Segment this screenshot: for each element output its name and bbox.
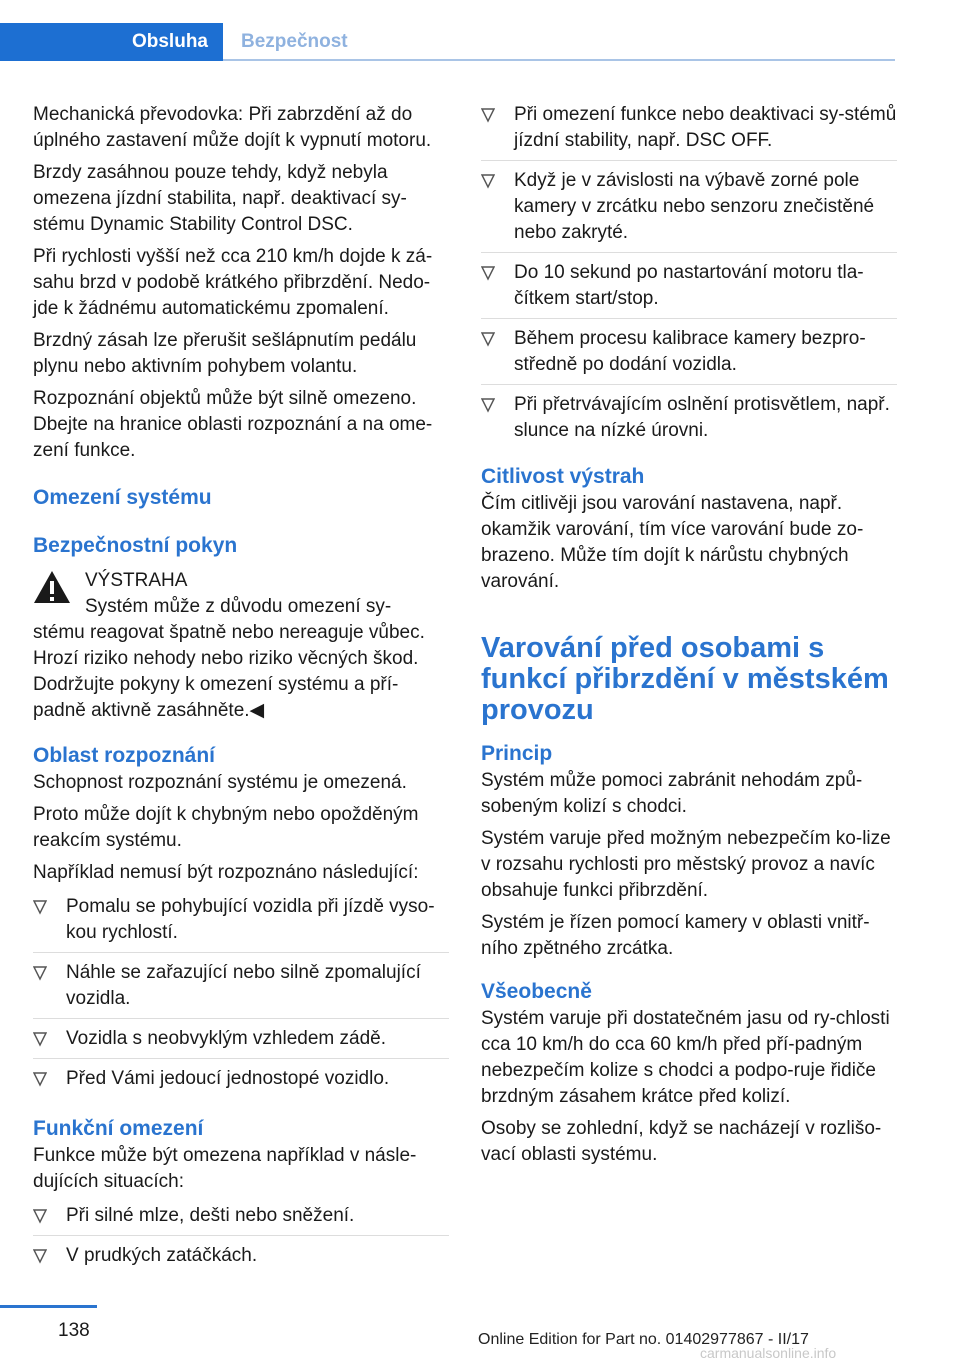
- subheading-vseobecne: Všeobecně: [481, 980, 592, 1003]
- paragraph: Systém je řízen pomocí kamery v oblasti vnitř‐ního zpětného zrcátka.: [481, 912, 870, 959]
- triangle-bullet-icon: [33, 965, 47, 981]
- bullet-list: [33, 1203, 449, 1276]
- list-item: Náhle se zařazující nebo silně zpomalující vozidla.: [33, 960, 449, 1019]
- triangle-bullet-icon: [33, 1248, 47, 1264]
- subheading-bezpecnostni-pokyn: Bezpečnostní pokyn: [33, 534, 238, 557]
- footer-accent-line: [0, 1305, 97, 1308]
- list-item: Při silné mlze, dešti nebo sněžení.: [33, 1203, 449, 1236]
- paragraph: Systém varuje při dostatečném jasu od ry‐chlosti cca 10 km/h do cca 60 km/h před pří‐padným nebezpečím kolize s chodci a podpo‐ruje řidiče brzdným zásahem krátce před kolizí.: [481, 1008, 890, 1107]
- watermark: carmanualsonline.info: [700, 1345, 837, 1361]
- warning-text: stému reagovat špatně nebo nereaguje vůbec. Hrozí riziko nehody nebo riziko věcných škod. Dodržujte pokyny k omezení systému a pří‐padně aktivně zasáhněte.◀: [33, 622, 425, 721]
- paragraph: Systém může pomoci zabránit nehodám způ‐sobeným kolizí s chodci.: [481, 770, 863, 817]
- list-item: Při omezení funkce nebo deaktivaci sy‐stémů jízdní stability, např. DSC OFF.: [481, 102, 897, 161]
- warning-title: VÝSTRAHA: [85, 570, 188, 591]
- list-item: Do 10 sekund po nastartování motoru tla‐čítkem start/stop.: [481, 260, 897, 319]
- list-item: Při přetrvávajícím oslnění protisvětlem, např. slunce na nízké úrovni.: [481, 392, 897, 451]
- footer-edition: Online Edition for Part no. 01402977867 - II/17: [478, 1331, 809, 1348]
- list-item: Během procesu kalibrace kamery bezpro‐středně po dodání vozidla.: [481, 326, 897, 385]
- subheading-funkcni-omezeni: Funkční omezení: [33, 1117, 204, 1140]
- left-column: [33, 102, 449, 1283]
- warning-triangle-icon: [33, 570, 71, 604]
- tab-obsluha[interactable]: Obsluha: [0, 23, 223, 61]
- subheading-princip: Princip: [481, 742, 553, 765]
- paragraph: Rozpoznání objektů může být silně omezeno. Dbejte na hranice oblasti rozpoznání a na ome‐zení funkce.: [33, 388, 433, 461]
- warning-text-first-line: Systém může z důvodu omezení sy‐: [85, 596, 392, 617]
- triangle-bullet-icon: [33, 899, 47, 915]
- section-heading-omezeni: Omezení systému: [33, 486, 212, 509]
- bullet-list: [481, 102, 897, 451]
- list-item: Pomalu se pohybující vozidla při jízdě vyso‐kou rychlostí.: [33, 894, 449, 953]
- paragraph: Systém varuje před možným nebezpečím ko‐lize v rozsahu rychlosti pro městský provoz a navíc obsahuje funkci přibrzdění.: [481, 828, 891, 901]
- paragraph: Brzdný zásah lze přerušit sešlápnutím pedálu plynu nebo aktivním pohybem volantu.: [33, 330, 417, 377]
- header-divider: [223, 59, 895, 61]
- chapter-heading: Varování před osobami s funkcí přibrzdění v městském provozu: [481, 632, 889, 726]
- paragraph: Osoby se zohlední, když se nacházejí v rozlišo‐vací oblasti systému.: [481, 1118, 882, 1165]
- paragraph: Schopnost rozpoznání systému je omezená.: [33, 772, 407, 793]
- tab-bezpecnost[interactable]: Bezpečnost: [241, 31, 348, 52]
- paragraph: Brzdy zasáhnou pouze tehdy, když nebyla omezena jízdní stabilita, např. deaktivací sy‐stému Dynamic Stability Control DSC.: [33, 162, 407, 235]
- triangle-bullet-icon: [481, 173, 495, 189]
- triangle-bullet-icon: [481, 265, 495, 281]
- right-column: [481, 102, 897, 1174]
- subheading-citlivost-vystrah: Citlivost výstrah: [481, 465, 645, 488]
- bullet-list: [33, 894, 449, 1099]
- header-tabs: [0, 23, 895, 61]
- triangle-bullet-icon: [481, 397, 495, 413]
- list-item: Když je v závislosti na výbavě zorné pole kamery v zrcátku nebo senzoru znečistěné nebo zakryté.: [481, 168, 897, 253]
- page-number: 138: [58, 1320, 90, 1341]
- triangle-bullet-icon: [33, 1071, 47, 1087]
- paragraph: Čím citlivěji jsou varování nastavena, např. okamžik varování, tím více varování bude zo‐brazeno. Může tím dojít k nárůstu chybných varování.: [481, 493, 864, 592]
- list-item: Vozidla s neobvyklým vzhledem zádě.: [33, 1026, 449, 1059]
- paragraph: Například nemusí být rozpoznáno následující:: [33, 862, 419, 883]
- list-item: V prudkých zatáčkách.: [33, 1243, 449, 1276]
- paragraph: Mechanická převodovka: Při zabrzdění až do úplného zastavení může dojít k vypnutí motoru.: [33, 104, 432, 151]
- warning-block: [33, 568, 449, 724]
- triangle-bullet-icon: [33, 1031, 47, 1047]
- paragraph: Při rychlosti vyšší než cca 210 km/h dojde k zá‐sahu brzd v podobě krátkého přibrzdění. Nedo‐jde k žádnému automatickému zpomalení.: [33, 246, 433, 319]
- paragraph: Proto může dojít k chybným nebo opožděným reakcím systému.: [33, 804, 419, 851]
- triangle-bullet-icon: [481, 107, 495, 123]
- paragraph: Funkce může být omezena například v násle‐dujících situacích:: [33, 1145, 417, 1192]
- triangle-bullet-icon: [33, 1208, 47, 1224]
- triangle-bullet-icon: [481, 331, 495, 347]
- subheading-oblast-rozpoznani: Oblast rozpoznání: [33, 744, 216, 767]
- list-item: Před Vámi jedoucí jednostopé vozidlo.: [33, 1066, 449, 1099]
